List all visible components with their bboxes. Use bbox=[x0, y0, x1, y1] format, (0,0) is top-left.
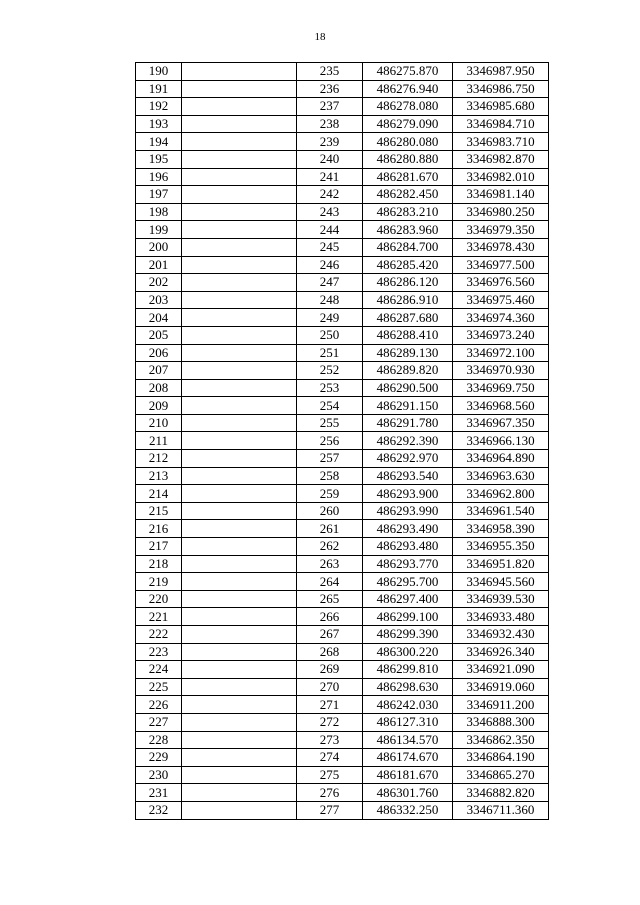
row-number-cell: 205 bbox=[136, 326, 182, 344]
table-row bbox=[136, 362, 549, 380]
table-row bbox=[136, 98, 549, 116]
y-coordinate-cell: 3346932.430 bbox=[453, 626, 549, 644]
y-coordinate-cell: 3346970.930 bbox=[453, 362, 549, 380]
row-number-cell: 226 bbox=[136, 696, 182, 714]
row-number-cell: 218 bbox=[136, 555, 182, 573]
point-number-cell: 254 bbox=[297, 397, 363, 415]
row-number-cell: 206 bbox=[136, 344, 182, 362]
point-number-cell: 276 bbox=[297, 784, 363, 802]
point-number-cell: 273 bbox=[297, 731, 363, 749]
blank-cell bbox=[182, 485, 297, 503]
x-coordinate-cell: 486286.120 bbox=[363, 274, 453, 292]
row-number-cell: 216 bbox=[136, 520, 182, 538]
blank-cell bbox=[182, 801, 297, 819]
table-row bbox=[136, 696, 549, 714]
y-coordinate-cell: 3346711.360 bbox=[453, 801, 549, 819]
x-coordinate-cell: 486293.490 bbox=[363, 520, 453, 538]
x-coordinate-cell: 486284.700 bbox=[363, 238, 453, 256]
table-row bbox=[136, 766, 549, 784]
blank-cell bbox=[182, 502, 297, 520]
x-coordinate-cell: 486283.210 bbox=[363, 203, 453, 221]
y-coordinate-cell: 3346972.100 bbox=[453, 344, 549, 362]
x-coordinate-cell: 486275.870 bbox=[363, 63, 453, 81]
table-row bbox=[136, 573, 549, 591]
y-coordinate-cell: 3346968.560 bbox=[453, 397, 549, 415]
coordinates-table-body bbox=[136, 63, 549, 820]
x-coordinate-cell: 486292.970 bbox=[363, 450, 453, 468]
y-coordinate-cell: 3346987.950 bbox=[453, 63, 549, 81]
y-coordinate-cell: 3346981.140 bbox=[453, 186, 549, 204]
blank-cell bbox=[182, 133, 297, 151]
point-number-cell: 235 bbox=[297, 63, 363, 81]
x-coordinate-cell: 486299.390 bbox=[363, 626, 453, 644]
table-row bbox=[136, 467, 549, 485]
y-coordinate-cell: 3346926.340 bbox=[453, 643, 549, 661]
point-number-cell: 252 bbox=[297, 362, 363, 380]
y-coordinate-cell: 3346955.350 bbox=[453, 538, 549, 556]
point-number-cell: 244 bbox=[297, 221, 363, 239]
x-coordinate-cell: 486134.570 bbox=[363, 731, 453, 749]
blank-cell bbox=[182, 608, 297, 626]
x-coordinate-cell: 486291.780 bbox=[363, 414, 453, 432]
y-coordinate-cell: 3346962.800 bbox=[453, 485, 549, 503]
x-coordinate-cell: 486286.910 bbox=[363, 291, 453, 309]
point-number-cell: 239 bbox=[297, 133, 363, 151]
row-number-cell: 232 bbox=[136, 801, 182, 819]
point-number-cell: 238 bbox=[297, 115, 363, 133]
table-row bbox=[136, 80, 549, 98]
x-coordinate-cell: 486181.670 bbox=[363, 766, 453, 784]
x-coordinate-cell: 486293.990 bbox=[363, 502, 453, 520]
table-row bbox=[136, 414, 549, 432]
point-number-cell: 237 bbox=[297, 98, 363, 116]
row-number-cell: 229 bbox=[136, 749, 182, 767]
y-coordinate-cell: 3346984.710 bbox=[453, 115, 549, 133]
x-coordinate-cell: 486291.150 bbox=[363, 397, 453, 415]
y-coordinate-cell: 3346945.560 bbox=[453, 573, 549, 591]
point-number-cell: 241 bbox=[297, 168, 363, 186]
y-coordinate-cell: 3346939.530 bbox=[453, 590, 549, 608]
x-coordinate-cell: 486174.670 bbox=[363, 749, 453, 767]
x-coordinate-cell: 486282.450 bbox=[363, 186, 453, 204]
x-coordinate-cell: 486293.770 bbox=[363, 555, 453, 573]
blank-cell bbox=[182, 696, 297, 714]
blank-cell bbox=[182, 414, 297, 432]
table-row bbox=[136, 555, 549, 573]
y-coordinate-cell: 3346933.480 bbox=[453, 608, 549, 626]
blank-cell bbox=[182, 291, 297, 309]
point-number-cell: 248 bbox=[297, 291, 363, 309]
x-coordinate-cell: 486279.090 bbox=[363, 115, 453, 133]
table-row bbox=[136, 326, 549, 344]
blank-cell bbox=[182, 203, 297, 221]
blank-cell bbox=[182, 344, 297, 362]
table-row bbox=[136, 626, 549, 644]
point-number-cell: 267 bbox=[297, 626, 363, 644]
row-number-cell: 203 bbox=[136, 291, 182, 309]
table-row bbox=[136, 608, 549, 626]
table-row bbox=[136, 309, 549, 327]
y-coordinate-cell: 3346963.630 bbox=[453, 467, 549, 485]
row-number-cell: 198 bbox=[136, 203, 182, 221]
table-row bbox=[136, 344, 549, 362]
y-coordinate-cell: 3346958.390 bbox=[453, 520, 549, 538]
blank-cell bbox=[182, 590, 297, 608]
x-coordinate-cell: 486332.250 bbox=[363, 801, 453, 819]
x-coordinate-cell: 486281.670 bbox=[363, 168, 453, 186]
row-number-cell: 220 bbox=[136, 590, 182, 608]
table-row bbox=[136, 274, 549, 292]
y-coordinate-cell: 3346864.190 bbox=[453, 749, 549, 767]
y-coordinate-cell: 3346973.240 bbox=[453, 326, 549, 344]
point-number-cell: 256 bbox=[297, 432, 363, 450]
row-number-cell: 191 bbox=[136, 80, 182, 98]
point-number-cell: 263 bbox=[297, 555, 363, 573]
row-number-cell: 214 bbox=[136, 485, 182, 503]
point-number-cell: 269 bbox=[297, 661, 363, 679]
x-coordinate-cell: 486289.820 bbox=[363, 362, 453, 380]
blank-cell bbox=[182, 256, 297, 274]
x-coordinate-cell: 486127.310 bbox=[363, 713, 453, 731]
y-coordinate-cell: 3346982.870 bbox=[453, 150, 549, 168]
point-number-cell: 261 bbox=[297, 520, 363, 538]
row-number-cell: 228 bbox=[136, 731, 182, 749]
point-number-cell: 258 bbox=[297, 467, 363, 485]
table-row bbox=[136, 291, 549, 309]
row-number-cell: 217 bbox=[136, 538, 182, 556]
blank-cell bbox=[182, 731, 297, 749]
row-number-cell: 194 bbox=[136, 133, 182, 151]
x-coordinate-cell: 486278.080 bbox=[363, 98, 453, 116]
table-row bbox=[136, 186, 549, 204]
row-number-cell: 231 bbox=[136, 784, 182, 802]
blank-cell bbox=[182, 573, 297, 591]
y-coordinate-cell: 3346911.200 bbox=[453, 696, 549, 714]
blank-cell bbox=[182, 362, 297, 380]
row-number-cell: 209 bbox=[136, 397, 182, 415]
y-coordinate-cell: 3346862.350 bbox=[453, 731, 549, 749]
y-coordinate-cell: 3346975.460 bbox=[453, 291, 549, 309]
point-number-cell: 277 bbox=[297, 801, 363, 819]
blank-cell bbox=[182, 238, 297, 256]
table-row bbox=[136, 538, 549, 556]
point-number-cell: 275 bbox=[297, 766, 363, 784]
y-coordinate-cell: 3346961.540 bbox=[453, 502, 549, 520]
row-number-cell: 196 bbox=[136, 168, 182, 186]
blank-cell bbox=[182, 538, 297, 556]
y-coordinate-cell: 3346865.270 bbox=[453, 766, 549, 784]
table-row bbox=[136, 731, 549, 749]
point-number-cell: 266 bbox=[297, 608, 363, 626]
table-row bbox=[136, 203, 549, 221]
point-number-cell: 268 bbox=[297, 643, 363, 661]
point-number-cell: 242 bbox=[297, 186, 363, 204]
point-number-cell: 274 bbox=[297, 749, 363, 767]
blank-cell bbox=[182, 432, 297, 450]
blank-cell bbox=[182, 713, 297, 731]
blank-cell bbox=[182, 749, 297, 767]
point-number-cell: 262 bbox=[297, 538, 363, 556]
point-number-cell: 265 bbox=[297, 590, 363, 608]
row-number-cell: 230 bbox=[136, 766, 182, 784]
y-coordinate-cell: 3346983.710 bbox=[453, 133, 549, 151]
y-coordinate-cell: 3346969.750 bbox=[453, 379, 549, 397]
y-coordinate-cell: 3346977.500 bbox=[453, 256, 549, 274]
table-row bbox=[136, 115, 549, 133]
blank-cell bbox=[182, 63, 297, 81]
blank-cell bbox=[182, 80, 297, 98]
table-row bbox=[136, 749, 549, 767]
row-number-cell: 222 bbox=[136, 626, 182, 644]
row-number-cell: 208 bbox=[136, 379, 182, 397]
blank-cell bbox=[182, 397, 297, 415]
table-row bbox=[136, 450, 549, 468]
table-row bbox=[136, 643, 549, 661]
y-coordinate-cell: 3346951.820 bbox=[453, 555, 549, 573]
coordinates-table bbox=[135, 62, 549, 820]
table-row bbox=[136, 379, 549, 397]
row-number-cell: 200 bbox=[136, 238, 182, 256]
table-row bbox=[136, 784, 549, 802]
row-number-cell: 197 bbox=[136, 186, 182, 204]
table-row bbox=[136, 133, 549, 151]
row-number-cell: 204 bbox=[136, 309, 182, 327]
row-number-cell: 192 bbox=[136, 98, 182, 116]
table-row bbox=[136, 397, 549, 415]
x-coordinate-cell: 486300.220 bbox=[363, 643, 453, 661]
y-coordinate-cell: 3346974.360 bbox=[453, 309, 549, 327]
y-coordinate-cell: 3346967.350 bbox=[453, 414, 549, 432]
y-coordinate-cell: 3346919.060 bbox=[453, 678, 549, 696]
x-coordinate-cell: 486289.130 bbox=[363, 344, 453, 362]
y-coordinate-cell: 3346979.350 bbox=[453, 221, 549, 239]
blank-cell bbox=[182, 784, 297, 802]
row-number-cell: 207 bbox=[136, 362, 182, 380]
point-number-cell: 240 bbox=[297, 150, 363, 168]
row-number-cell: 190 bbox=[136, 63, 182, 81]
x-coordinate-cell: 486276.940 bbox=[363, 80, 453, 98]
table-row bbox=[136, 678, 549, 696]
point-number-cell: 236 bbox=[297, 80, 363, 98]
row-number-cell: 223 bbox=[136, 643, 182, 661]
x-coordinate-cell: 486293.480 bbox=[363, 538, 453, 556]
row-number-cell: 193 bbox=[136, 115, 182, 133]
x-coordinate-cell: 486242.030 bbox=[363, 696, 453, 714]
table-row bbox=[136, 221, 549, 239]
row-number-cell: 219 bbox=[136, 573, 182, 591]
y-coordinate-cell: 3346921.090 bbox=[453, 661, 549, 679]
blank-cell bbox=[182, 274, 297, 292]
table-row bbox=[136, 713, 549, 731]
row-number-cell: 213 bbox=[136, 467, 182, 485]
point-number-cell: 245 bbox=[297, 238, 363, 256]
point-number-cell: 249 bbox=[297, 309, 363, 327]
blank-cell bbox=[182, 661, 297, 679]
blank-cell bbox=[182, 643, 297, 661]
point-number-cell: 272 bbox=[297, 713, 363, 731]
x-coordinate-cell: 486280.880 bbox=[363, 150, 453, 168]
blank-cell bbox=[182, 520, 297, 538]
table-row bbox=[136, 238, 549, 256]
point-number-cell: 243 bbox=[297, 203, 363, 221]
row-number-cell: 201 bbox=[136, 256, 182, 274]
blank-cell bbox=[182, 168, 297, 186]
y-coordinate-cell: 3346888.300 bbox=[453, 713, 549, 731]
x-coordinate-cell: 486295.700 bbox=[363, 573, 453, 591]
y-coordinate-cell: 3346882.820 bbox=[453, 784, 549, 802]
x-coordinate-cell: 486285.420 bbox=[363, 256, 453, 274]
y-coordinate-cell: 3346986.750 bbox=[453, 80, 549, 98]
point-number-cell: 251 bbox=[297, 344, 363, 362]
x-coordinate-cell: 486293.900 bbox=[363, 485, 453, 503]
y-coordinate-cell: 3346985.680 bbox=[453, 98, 549, 116]
y-coordinate-cell: 3346978.430 bbox=[453, 238, 549, 256]
blank-cell bbox=[182, 450, 297, 468]
table-row bbox=[136, 801, 549, 819]
row-number-cell: 221 bbox=[136, 608, 182, 626]
row-number-cell: 212 bbox=[136, 450, 182, 468]
point-number-cell: 260 bbox=[297, 502, 363, 520]
x-coordinate-cell: 486290.500 bbox=[363, 379, 453, 397]
table-row bbox=[136, 661, 549, 679]
blank-cell bbox=[182, 379, 297, 397]
x-coordinate-cell: 486287.680 bbox=[363, 309, 453, 327]
blank-cell bbox=[182, 626, 297, 644]
point-number-cell: 259 bbox=[297, 485, 363, 503]
row-number-cell: 199 bbox=[136, 221, 182, 239]
blank-cell bbox=[182, 221, 297, 239]
x-coordinate-cell: 486299.810 bbox=[363, 661, 453, 679]
blank-cell bbox=[182, 766, 297, 784]
blank-cell bbox=[182, 309, 297, 327]
row-number-cell: 215 bbox=[136, 502, 182, 520]
x-coordinate-cell: 486298.630 bbox=[363, 678, 453, 696]
x-coordinate-cell: 486283.960 bbox=[363, 221, 453, 239]
row-number-cell: 227 bbox=[136, 713, 182, 731]
y-coordinate-cell: 3346976.560 bbox=[453, 274, 549, 292]
blank-cell bbox=[182, 115, 297, 133]
x-coordinate-cell: 486280.080 bbox=[363, 133, 453, 151]
page-number: 18 bbox=[314, 31, 326, 43]
x-coordinate-cell: 486297.400 bbox=[363, 590, 453, 608]
point-number-cell: 255 bbox=[297, 414, 363, 432]
row-number-cell: 202 bbox=[136, 274, 182, 292]
row-number-cell: 225 bbox=[136, 678, 182, 696]
y-coordinate-cell: 3346982.010 bbox=[453, 168, 549, 186]
point-number-cell: 246 bbox=[297, 256, 363, 274]
point-number-cell: 247 bbox=[297, 274, 363, 292]
x-coordinate-cell: 486301.760 bbox=[363, 784, 453, 802]
row-number-cell: 210 bbox=[136, 414, 182, 432]
row-number-cell: 195 bbox=[136, 150, 182, 168]
point-number-cell: 250 bbox=[297, 326, 363, 344]
table-row bbox=[136, 256, 549, 274]
blank-cell bbox=[182, 326, 297, 344]
table-row bbox=[136, 590, 549, 608]
x-coordinate-cell: 486288.410 bbox=[363, 326, 453, 344]
blank-cell bbox=[182, 555, 297, 573]
table-row bbox=[136, 520, 549, 538]
point-number-cell: 271 bbox=[297, 696, 363, 714]
point-number-cell: 264 bbox=[297, 573, 363, 591]
y-coordinate-cell: 3346980.250 bbox=[453, 203, 549, 221]
blank-cell bbox=[182, 150, 297, 168]
x-coordinate-cell: 486299.100 bbox=[363, 608, 453, 626]
blank-cell bbox=[182, 186, 297, 204]
table-row bbox=[136, 150, 549, 168]
table-row bbox=[136, 432, 549, 450]
table-row bbox=[136, 63, 549, 81]
x-coordinate-cell: 486293.540 bbox=[363, 467, 453, 485]
x-coordinate-cell: 486292.390 bbox=[363, 432, 453, 450]
y-coordinate-cell: 3346964.890 bbox=[453, 450, 549, 468]
point-number-cell: 270 bbox=[297, 678, 363, 696]
y-coordinate-cell: 3346966.130 bbox=[453, 432, 549, 450]
table-row bbox=[136, 485, 549, 503]
table-row bbox=[136, 168, 549, 186]
blank-cell bbox=[182, 678, 297, 696]
row-number-cell: 224 bbox=[136, 661, 182, 679]
point-number-cell: 253 bbox=[297, 379, 363, 397]
point-number-cell: 257 bbox=[297, 450, 363, 468]
row-number-cell: 211 bbox=[136, 432, 182, 450]
blank-cell bbox=[182, 467, 297, 485]
table-row bbox=[136, 502, 549, 520]
blank-cell bbox=[182, 98, 297, 116]
